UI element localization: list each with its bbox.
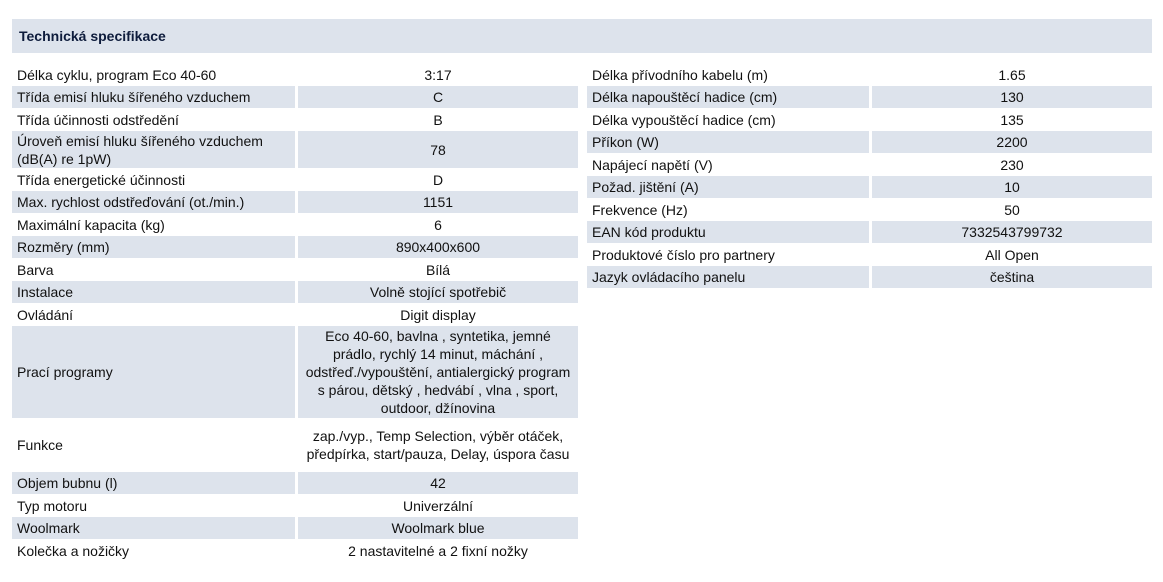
- spec-row: [12, 517, 578, 539]
- spec-label: Funkce: [17, 437, 63, 453]
- spec-label: EAN kód produktu: [587, 221, 869, 243]
- section-header: [12, 19, 1152, 53]
- spec-value: Univerzální: [402, 497, 474, 514]
- spec-value: 2200: [872, 131, 1152, 153]
- spec-value: Digit display: [400, 306, 476, 323]
- spec-row: [587, 108, 1152, 131]
- spec-label: Požad. jištění (A): [587, 176, 869, 198]
- spec-label: Délka přívodního kabelu (m): [592, 66, 768, 83]
- spec-value: 6: [434, 216, 442, 233]
- spec-value: čeština: [872, 266, 1152, 288]
- spec-label: Úroveň emisí hluku šířeného vzduchem (dB(A) re 1pW): [12, 131, 295, 168]
- spec-row: [587, 153, 1152, 176]
- spec-value: 3:17: [424, 66, 452, 83]
- spec-value: Volně stojící spotřebič: [298, 281, 578, 303]
- spec-value: zap./vyp., Temp Selection, výběr otáček, předpírka, start/pauza, Delay, úspora času: [306, 428, 570, 462]
- spec-value: 7332543799732: [872, 221, 1152, 243]
- spec-row: [12, 494, 578, 517]
- spec-row: [12, 213, 578, 236]
- spec-label: Délka napouštěcí hadice (cm): [587, 86, 869, 108]
- spec-row: [12, 303, 578, 326]
- spec-row: [12, 168, 578, 191]
- spec-label: Barva: [17, 261, 54, 278]
- spec-label: Produktové číslo pro partnery: [592, 246, 775, 263]
- spec-table-right: [587, 63, 1152, 288]
- spec-row: [12, 108, 578, 131]
- spec-row: [12, 281, 578, 303]
- spec-row: [587, 131, 1152, 153]
- spec-label: Max. rychlost odstřeďování (ot./min.): [12, 191, 295, 213]
- spec-value: B: [433, 111, 443, 128]
- page-title: Technická specifikace: [19, 28, 166, 44]
- spec-row: [587, 221, 1152, 243]
- spec-label: Typ motoru: [17, 497, 88, 514]
- spec-row: [12, 539, 578, 562]
- spec-row: [12, 63, 578, 86]
- spec-label: Jazyk ovládacího panelu: [587, 266, 869, 288]
- spec-label: Třída emisí hluku šířeného vzduchem: [12, 86, 295, 108]
- spec-row: [587, 63, 1152, 86]
- spec-label: Woolmark: [12, 517, 295, 539]
- spec-value: Woolmark blue: [298, 517, 578, 539]
- spec-value: Eco 40-60, bavlna , syntetika, jemné prádlo, rychlý 14 minut, máchání , odstřeď./vypouštění, antialergický program s párou, dětský , hedvábí , vlna , sport, outdoor, džínovina: [298, 326, 578, 418]
- spec-row: [12, 236, 578, 258]
- spec-value: 1.65: [998, 66, 1026, 83]
- spec-value: 230: [1000, 156, 1024, 173]
- spec-label: Objem bubnu (l): [12, 472, 295, 494]
- spec-label: Frekvence (Hz): [592, 201, 688, 218]
- spec-value: 890x400x600: [298, 236, 578, 258]
- spec-row: [12, 326, 578, 418]
- spec-label: Maximální kapacita (kg): [17, 216, 165, 233]
- spec-row: [587, 198, 1152, 221]
- spec-label: Prací programy: [12, 326, 295, 418]
- spec-value: 78: [298, 131, 578, 168]
- spec-row: [12, 418, 578, 472]
- spec-row: [12, 472, 578, 494]
- spec-value: 10: [872, 176, 1152, 198]
- spec-label: Příkon (W): [587, 131, 869, 153]
- spec-value: 130: [872, 86, 1152, 108]
- spec-label: Délka vypouštěcí hadice (cm): [592, 111, 776, 128]
- spec-row: [12, 258, 578, 281]
- spec-value: 135: [1000, 111, 1024, 128]
- spec-row: [12, 191, 578, 213]
- spec-value: D: [432, 171, 444, 188]
- spec-label: Kolečka a nožičky: [17, 542, 130, 559]
- spec-label: Třída účinnosti odstředění: [17, 111, 179, 128]
- spec-value: C: [298, 86, 578, 108]
- spec-value: Bílá: [425, 261, 451, 278]
- spec-row: [587, 176, 1152, 198]
- spec-value: 42: [298, 472, 578, 494]
- spec-value: All Open: [985, 246, 1039, 263]
- spec-row: [587, 266, 1152, 288]
- spec-row: [587, 86, 1152, 108]
- spec-label: Ovládání: [17, 306, 74, 323]
- spec-label: Rozměry (mm): [12, 236, 295, 258]
- spec-label: Třída energetické účinnosti: [17, 171, 186, 188]
- spec-table-left: [12, 63, 578, 562]
- spec-value: 1151: [298, 191, 578, 213]
- spec-label: Napájecí napětí (V): [592, 156, 713, 173]
- spec-value: 50: [1004, 201, 1020, 218]
- spec-label: Délka cyklu, program Eco 40-60: [17, 66, 217, 83]
- spec-row: [12, 86, 578, 108]
- spec-row: [587, 243, 1152, 266]
- spec-value: 2 nastavitelné a 2 fixní nožky: [348, 542, 528, 559]
- spec-label: Instalace: [12, 281, 295, 303]
- spec-row: [12, 131, 578, 168]
